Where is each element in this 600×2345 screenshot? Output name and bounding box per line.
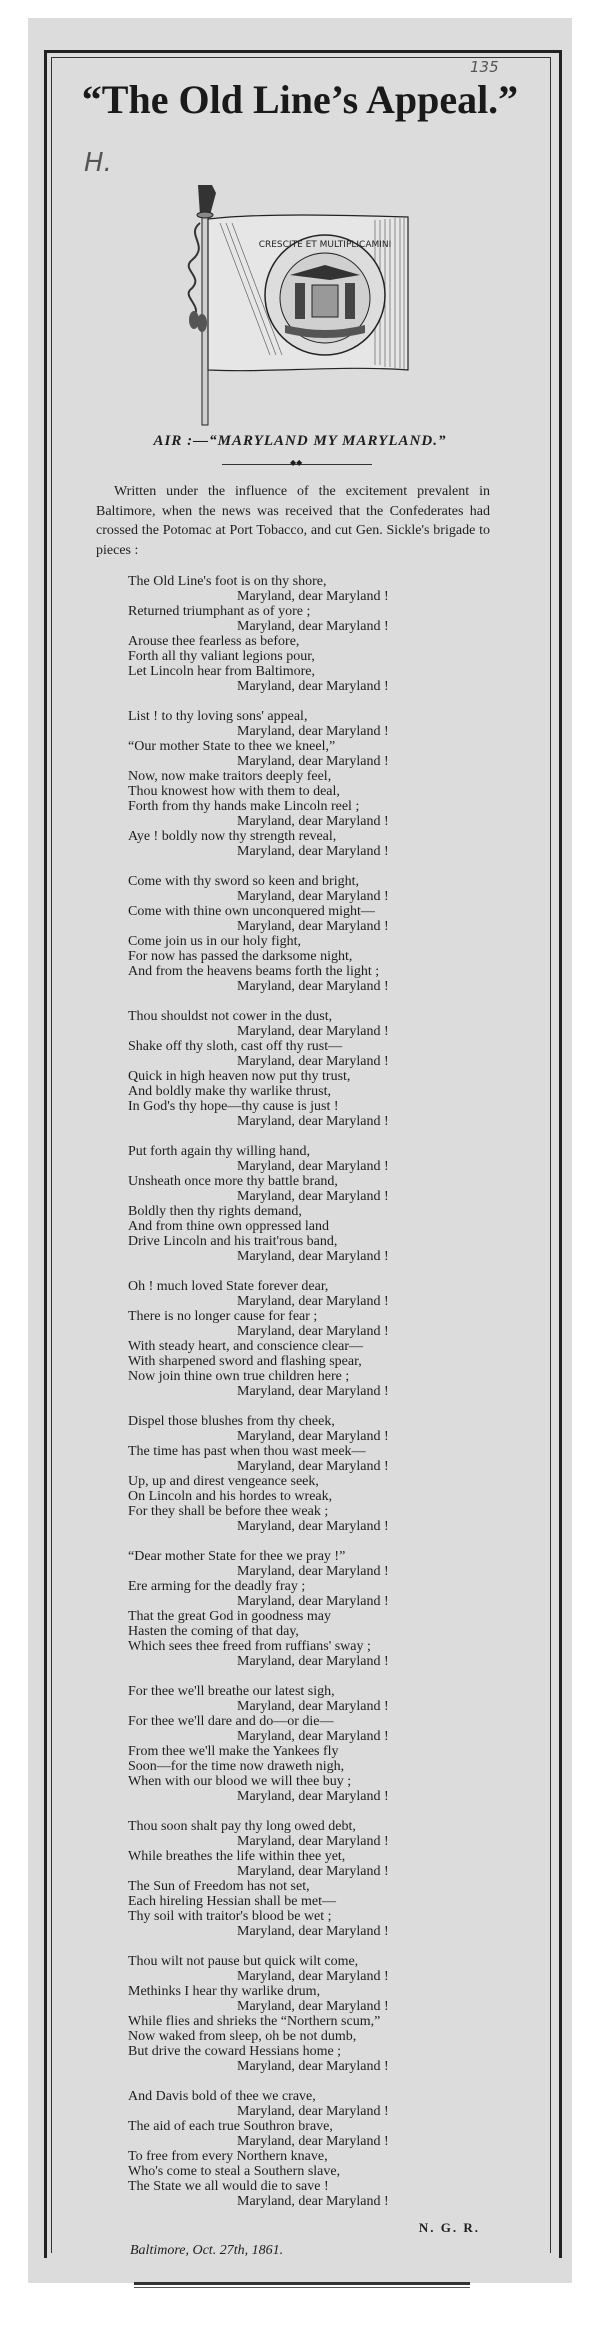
verse-line: Forth all thy valiant legions pour, [128,649,315,665]
refrain-line: Maryland, dear Maryland ! [237,1114,389,1130]
poem-body [128,574,490,2209]
stanza [128,874,490,994]
verse-line: Soon—for the time now draweth nigh, [128,1759,345,1775]
verse-line: From thee we'll make the Yankees fly [128,1744,339,1760]
verse-line: For thee we'll breathe our latest sigh, [128,1684,335,1700]
broadside-title: “The Old Line’s Appeal.” [81,77,519,122]
verse-line: When with our blood we will thee buy ; [128,1774,352,1790]
refrain-line: Maryland, dear Maryland ! [237,1294,389,1310]
verse-line: Which sees thee freed from ruffians' sway ; [128,1639,371,1655]
refrain-line: Maryland, dear Maryland ! [237,1324,389,1340]
refrain-line: Maryland, dear Maryland ! [237,1564,389,1580]
refrain-line: Maryland, dear Maryland ! [237,979,389,995]
verse-line: Let Lincoln hear from Baltimore, [128,664,315,680]
refrain-line: Maryland, dear Maryland ! [237,1999,389,2015]
verse-line: Unsheath once more thy battle brand, [128,1174,338,1190]
refrain-line: Maryland, dear Maryland ! [237,1969,389,1985]
maryland-flag-illustration [140,165,440,430]
refrain-line: Maryland, dear Maryland ! [237,1789,389,1805]
verse-line: Thou knowest how with them to deal, [128,784,340,800]
verse-line: Dispel those blushes from thy cheek, [128,1414,335,1430]
refrain-line: Maryland, dear Maryland ! [237,814,389,830]
refrain-line: Maryland, dear Maryland ! [237,919,389,935]
verse-line: Shake off thy sloth, cast off thy rust— [128,1039,343,1055]
refrain-line: Maryland, dear Maryland ! [237,1459,389,1475]
stanza [128,1549,490,1669]
verse-line: Arouse thee fearless as before, [128,634,300,650]
verse-line: Who's come to steal a Southern slave, [128,2164,341,2180]
refrain-line: Maryland, dear Maryland ! [237,1054,389,1070]
refrain-line: Maryland, dear Maryland ! [237,754,389,770]
verse-line: “Dear mother State for thee we pray !” [128,1549,346,1565]
verse-line: Methinks I hear thy warlike drum, [128,1984,321,2000]
handwritten-letter: H. [84,148,112,178]
verse-line: With steady heart, and conscience clear— [128,1339,363,1355]
refrain-line: Maryland, dear Maryland ! [237,889,389,905]
bottom-rule [134,2282,470,2288]
verse-line: Oh ! much loved State forever dear, [128,1279,329,1295]
verse-line: Aye ! boldly now thy strength reveal, [128,829,337,845]
verse-line: Come with thine own unconquered might— [128,904,375,920]
verse-line: Returned triumphant as of yore ; [128,604,311,620]
verse-line: The State we all would die to save ! [128,2179,329,2195]
stanza [128,1954,490,2074]
refrain-line: Maryland, dear Maryland ! [237,1924,389,1940]
text-column [96,482,490,2260]
verse-line: Thou shouldst not cower in the dust, [128,1009,333,1025]
verse-line: “Our mother State to thee we kneel,” [128,739,336,755]
verse-line: The Sun of Freedom has not set, [128,1879,310,1895]
verse-line: And from thine own oppressed land [128,1219,330,1235]
refrain-line: Maryland, dear Maryland ! [237,679,389,695]
refrain-line: Maryland, dear Maryland ! [237,1189,389,1205]
refrain-line: Maryland, dear Maryland ! [237,2059,389,2075]
refrain-line: Maryland, dear Maryland ! [237,1864,389,1880]
verse-line: Forth from thy hands make Lincoln reel ; [128,799,360,815]
verse-line: That the great God in goodness may [128,1609,331,1625]
verse-line: Now join thine own true children here ; [128,1369,350,1385]
refrain-line: Maryland, dear Maryland ! [237,844,389,860]
refrain-line: Maryland, dear Maryland ! [237,2134,389,2150]
verse-line: Thy soil with traitor's blood be wet ; [128,1909,332,1925]
refrain-line: Maryland, dear Maryland ! [237,589,389,605]
refrain-line: Maryland, dear Maryland ! [237,1729,389,1745]
verse-line: Put forth again thy willing hand, [128,1144,310,1160]
intro-paragraph: Written under the influence of the excitement prevalent in Baltimore, when the news was received that the Confederates had crossed the Potomac at Port Tobacco, and cut Gen. Sickle's brigade to pieces : [96,484,490,558]
verse-line: And Davis bold of thee we crave, [128,2089,316,2105]
verse-line: Hasten the coming of that day, [128,1624,299,1640]
verse-line: For now has passed the darksome night, [128,949,353,965]
refrain-line: Maryland, dear Maryland ! [237,1429,389,1445]
verse-line: And from the heavens beams forth the light ; [128,964,380,980]
verse-line: Come join us in our holy fight, [128,934,302,950]
stanza [128,1414,490,1534]
verse-line: Thou soon shalt pay thy long owed debt, [128,1819,356,1835]
refrain-line: Maryland, dear Maryland ! [237,2194,389,2210]
handwritten-number: 135 [470,58,499,76]
refrain-line: Maryland, dear Maryland ! [237,619,389,635]
refrain-line: Maryland, dear Maryland ! [237,1594,389,1610]
verse-line: With sharpened sword and flashing spear, [128,1354,362,1370]
verse-line: Now waked from sleep, oh be not dumb, [128,2029,357,2045]
dateline: Baltimore, Oct. 27th, 1861. [130,2243,284,2259]
verse-line: And boldly make thy warlike thrust, [128,1084,331,1100]
refrain-line: Maryland, dear Maryland ! [237,2104,389,2120]
stanza [128,1819,490,1939]
refrain-line: Maryland, dear Maryland ! [237,1384,389,1400]
verse-line: On Lincoln and his hordes to wreak, [128,1489,333,1505]
refrain-line: Maryland, dear Maryland ! [237,1249,389,1265]
refrain-line: Maryland, dear Maryland ! [237,724,389,740]
divider-ornament-icon: ◆◆ [290,458,303,467]
stanza [128,1009,490,1129]
verse-line: For they shall be before thee weak ; [128,1504,329,1520]
stanza [128,1684,490,1804]
verse-line: Boldly then thy rights demand, [128,1204,302,1220]
stanza [128,574,490,694]
air-tune-line: AIR :—“MARYLAND MY MARYLAND.” [153,433,447,449]
verse-line: To free from every Northern knave, [128,2149,328,2165]
verse-line: Drive Lincoln and his trait'rous band, [128,1234,338,1250]
stanza [128,2089,490,2209]
verse-line: There is no longer cause for fear ; [128,1309,318,1325]
refrain-line: Maryland, dear Maryland ! [237,1834,389,1850]
refrain-line: Maryland, dear Maryland ! [237,1159,389,1175]
stanza [128,1279,490,1399]
stanza [128,1144,490,1264]
seal-motto: CRESCITE ET MULTIPLICAMINI [258,240,392,250]
verse-line: Each hireling Hessian shall be met— [128,1894,336,1910]
verse-line: The aid of each true Southron brave, [128,2119,333,2135]
verse-line: Thou wilt not pause but quick wilt come, [128,1954,359,1970]
verse-line: Come with thy sword so keen and bright, [128,874,359,890]
refrain-line: Maryland, dear Maryland ! [237,1519,389,1535]
verse-line: For thee we'll dare and do—or die— [128,1714,334,1730]
verse-line: Up, up and direst vengeance seek, [128,1474,319,1490]
refrain-line: Maryland, dear Maryland ! [237,1024,389,1040]
refrain-line: Maryland, dear Maryland ! [237,1699,389,1715]
verse-line: Now, now make traitors deeply feel, [128,769,332,785]
verse-line: In God's thy hope—thy cause is just ! [128,1099,339,1115]
stanza [128,709,490,859]
verse-line: But drive the coward Hessians home ; [128,2044,342,2060]
torn-paper-edge [28,2290,572,2345]
verse-line: Quick in high heaven now put thy trust, [128,1069,351,1085]
verse-line: The time has past when thou wast meek— [128,1444,366,1460]
refrain-line: Maryland, dear Maryland ! [237,1654,389,1670]
verse-line: List ! to thy loving sons' appeal, [128,709,308,725]
author-initials: N. G. R. [418,2220,480,2236]
verse-line: Ere arming for the deadly fray ; [128,1579,306,1595]
verse-line: While breathes the life within thee yet, [128,1849,346,1865]
verse-line: While flies and shrieks the “Northern scum,” [128,2014,381,2030]
verse-line: The Old Line's foot is on thy shore, [128,574,327,590]
